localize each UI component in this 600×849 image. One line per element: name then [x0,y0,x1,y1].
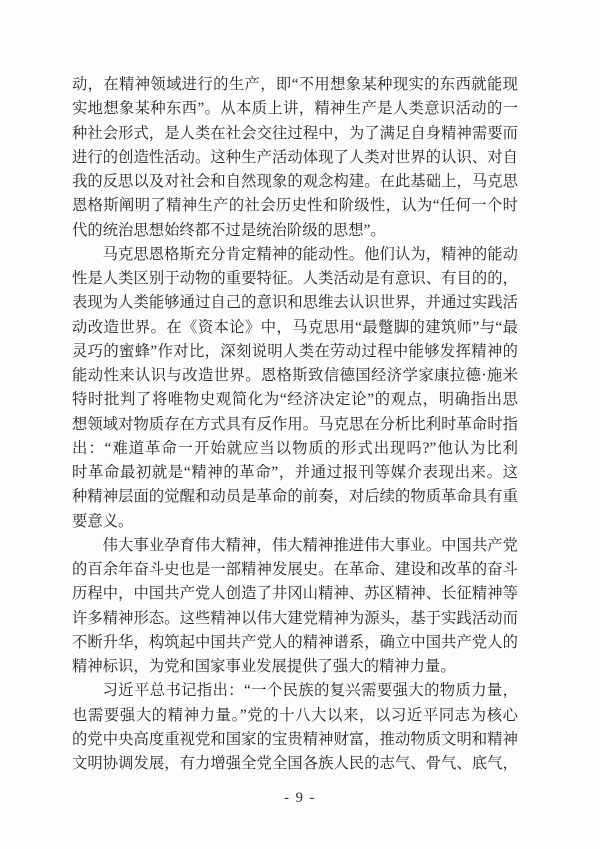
text-line: 性是人类区别于动物的重要特征。人类活动是有意识、有目的的， [72,270,518,287]
text-line: 历程中，中国共产党人创造了井冈山精神、苏区精神、长征精神等 [72,585,518,603]
text-line: 种精神层面的觉醒和动员是革命的前奏，对后续的物质革命具有重 [72,488,518,506]
text-line: 习近平总书记指出：“一个民族的复兴需要强大的物质力量， [102,682,518,700]
paragraph [72,534,518,680]
text-line: 代的统治思想始终都不过是统治阶级的思想”。 [72,221,386,239]
text-line: 表现为人类能够通过自己的意识和思维去认识世界，并通过实践活 [72,294,518,312]
text-line: 许多精神形态。这些精神以伟大建党精神为源头，基于实践活动而 [72,609,518,627]
text-line: 精神标识，为党和国家事业发展提供了强大的精神力量。 [72,658,456,675]
text-line: 马克思恩格斯充分肯定精神的能动性。他们认为，精神的能动 [102,245,518,263]
text-line: 出：“难道革命一开始就应当以物质的形式出现吗?”他认为比利 [72,439,518,457]
text-line: 伟大事业孕育伟大精神，伟大精神推进伟大事业。中国共产党 [102,536,518,554]
text-line: 我的反思以及对社会和自然现象的观念构建。在此基础上，马克思 [72,173,518,190]
text-line: 进行的创造性活动。这种生产活动体现了人类对世界的认识、对自 [72,148,518,166]
text-line: 想领域对物质存在方式具有反作用。马克思在分析比利时革命时指 [72,415,518,433]
text-line: 要意义。 [72,512,134,530]
text-line: 时革命最初就是“精神的革命”，并通过报刊等媒介表现出来。这 [72,464,518,481]
text-line: 的百余年奋斗史也是一部精神发展史。在革命、建设和改革的奋斗 [72,561,518,578]
paragraph [72,73,518,243]
text-line: 的党中央高度重视党和国家的宝贵精神财富，推动物质文明和精神 [72,730,518,748]
text-line: 动改造世界。在《资本论》中，马克思用“最蹩脚的建筑师”与“最 [72,318,518,336]
text-line: 动，在精神领域进行的生产，即“不用想象某种现实的东西就能现 [72,76,518,93]
page-number: - 9 - [284,790,316,806]
paragraph [72,679,518,776]
text-line: 特时批判了将唯物史观简化为“经济决定论”的观点，明确指出思 [72,391,518,409]
page-footer [0,789,600,807]
text-content [72,73,518,776]
text-line: 文明协调发展，有力增强全党全国各族人民的志气、骨气、底气， [72,755,518,772]
text-line: 种社会形式，是人类在社会交往过程中，为了满足自身精神需要而 [72,124,518,142]
paragraph [72,243,518,534]
text-line: 能动性来认识与改造世界。恩格斯致信德国经济学家康拉德·施米 [72,367,518,384]
text-line: 不断升华，构筑起中国共产党人的精神谱系，确立中国共产党人的 [72,633,518,651]
text-line: 恩格斯阐明了精神生产的社会历史性和阶级性，认为“任何一个时 [72,197,518,215]
text-line: 实地想象某种东西”。从本质上讲，精神生产是人类意识活动的一 [72,100,518,118]
text-line: 也需要强大的精神力量。”党的十八大以来，以习近平同志为核心 [72,706,518,724]
text-line: 灵巧的蜜蜂”作对比，深刻说明人类在劳动过程中能够发挥精神的 [72,342,518,360]
